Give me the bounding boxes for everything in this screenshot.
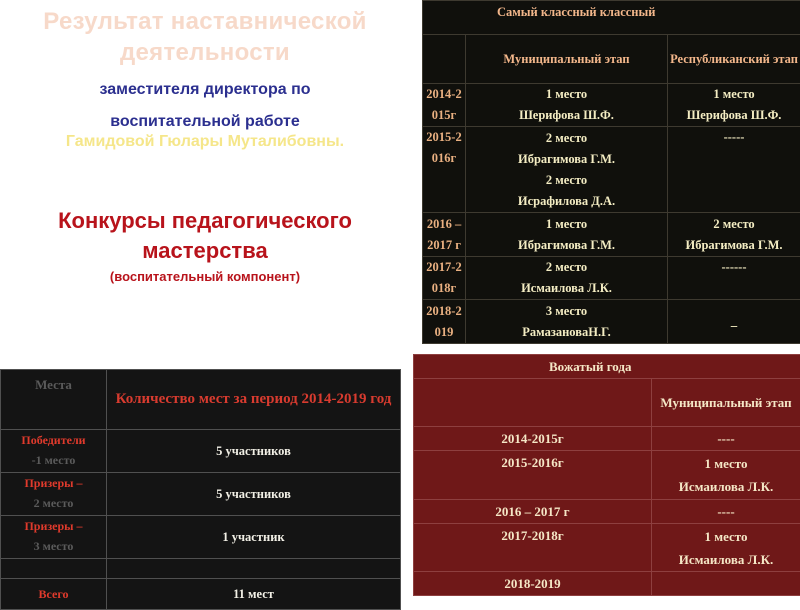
table-row: [1, 516, 401, 559]
place-value-cell: 5 участников: [107, 430, 401, 473]
year-cell: 2016 – 2017 г: [423, 213, 466, 257]
header-empty-cell: [423, 35, 466, 84]
table-row: [423, 84, 800, 127]
year-cell: 2017-2018г: [414, 524, 652, 572]
year-cell: 2014-2015г: [423, 84, 466, 127]
empty-cell: [107, 559, 401, 579]
subtitle-line2: воспитательной работе: [0, 112, 410, 132]
republic-cell: 2 место Ибрагимова Г.М.: [668, 213, 800, 257]
year-cell: 2016 – 2017 г: [414, 500, 652, 524]
value-cell: 1 место Исмаилова Л.К.: [652, 451, 800, 500]
place-label-cell: Призеры – 3 место: [1, 516, 107, 559]
table-row: [423, 300, 800, 344]
person-name: Гамидовой Гюлары Муталибовны.: [0, 132, 410, 152]
table-places-summary: [0, 369, 401, 610]
table-counselor-of-year: [413, 354, 800, 596]
municipal-cell: 1 место Шерифова Ш.Ф.: [466, 84, 668, 127]
place-value-cell: 5 участников: [107, 473, 401, 516]
year-cell: 2018-2019: [414, 572, 652, 596]
empty-cell: [1, 559, 107, 579]
municipal-cell: 2 место Ибрагимова Г.М. 2 место Исрафилова Д.А.: [466, 127, 668, 213]
table-row: [414, 451, 800, 500]
table-row: [423, 257, 800, 300]
header-municipal: Муниципальный этап: [466, 35, 668, 84]
year-cell: 2018-2019: [423, 300, 466, 344]
republic-cell: -----: [668, 127, 800, 213]
republic-cell: 1 место Шерифова Ш.Ф.: [668, 84, 800, 127]
table-title: Вожатый года: [414, 355, 800, 379]
header-empty-cell: [414, 379, 652, 427]
value-cell: [652, 572, 800, 596]
value-cell: ----: [652, 427, 800, 451]
place-label-cell: Призеры – 2 место: [1, 473, 107, 516]
header-places: Места: [1, 370, 107, 430]
table-row: [414, 500, 800, 524]
table-row-empty: [1, 559, 401, 579]
municipal-cell: 1 место Ибрагимова Г.М.: [466, 213, 668, 257]
table-row: [1, 430, 401, 473]
value-cell: ----: [652, 500, 800, 524]
table-row: [1, 473, 401, 516]
table-title: Самый классный классный: [423, 1, 800, 35]
year-cell: 2015-2016г: [414, 451, 652, 500]
section-note: (воспитательный компонент): [0, 268, 410, 286]
republic-cell: ------: [668, 257, 800, 300]
value-cell: 1 место Исмаилова Л.К.: [652, 524, 800, 572]
title-block: [0, 6, 410, 286]
municipal-cell: 3 место РамазановаН.Г.: [466, 300, 668, 344]
place-label-cell: Победители -1 место: [1, 430, 107, 473]
table-row: [414, 572, 800, 596]
municipal-cell: 2 место Исмаилова Л.К.: [466, 257, 668, 300]
table-best-class-teacher: [422, 0, 800, 344]
table-row: [414, 427, 800, 451]
table-row: [423, 213, 800, 257]
republic-cell: _: [668, 300, 800, 344]
year-cell: 2017-2018г: [423, 257, 466, 300]
header-republic: Республиканский этап: [668, 35, 800, 84]
table-row: [414, 524, 800, 572]
total-label: Всего: [1, 579, 107, 610]
section-title-line1: Конкурсы педагогического: [0, 206, 410, 236]
page-title-line2: деятельности: [0, 37, 410, 68]
header-count: Количество мест за период 2014-2019 год: [107, 370, 401, 430]
section-title-line2: мастерства: [0, 236, 410, 266]
year-cell: 2014-2015г: [414, 427, 652, 451]
subtitle-line1: заместителя директора по: [0, 80, 410, 100]
table-row: [423, 127, 800, 213]
year-cell: 2015-2016г: [423, 127, 466, 213]
place-value-cell: 1 участник: [107, 516, 401, 559]
total-value: 11 мест: [107, 579, 401, 610]
table-row-total: [1, 579, 401, 610]
page-title-line1: Результат наставнической: [0, 6, 410, 37]
header-municipal: Муниципальный этап: [652, 379, 800, 427]
